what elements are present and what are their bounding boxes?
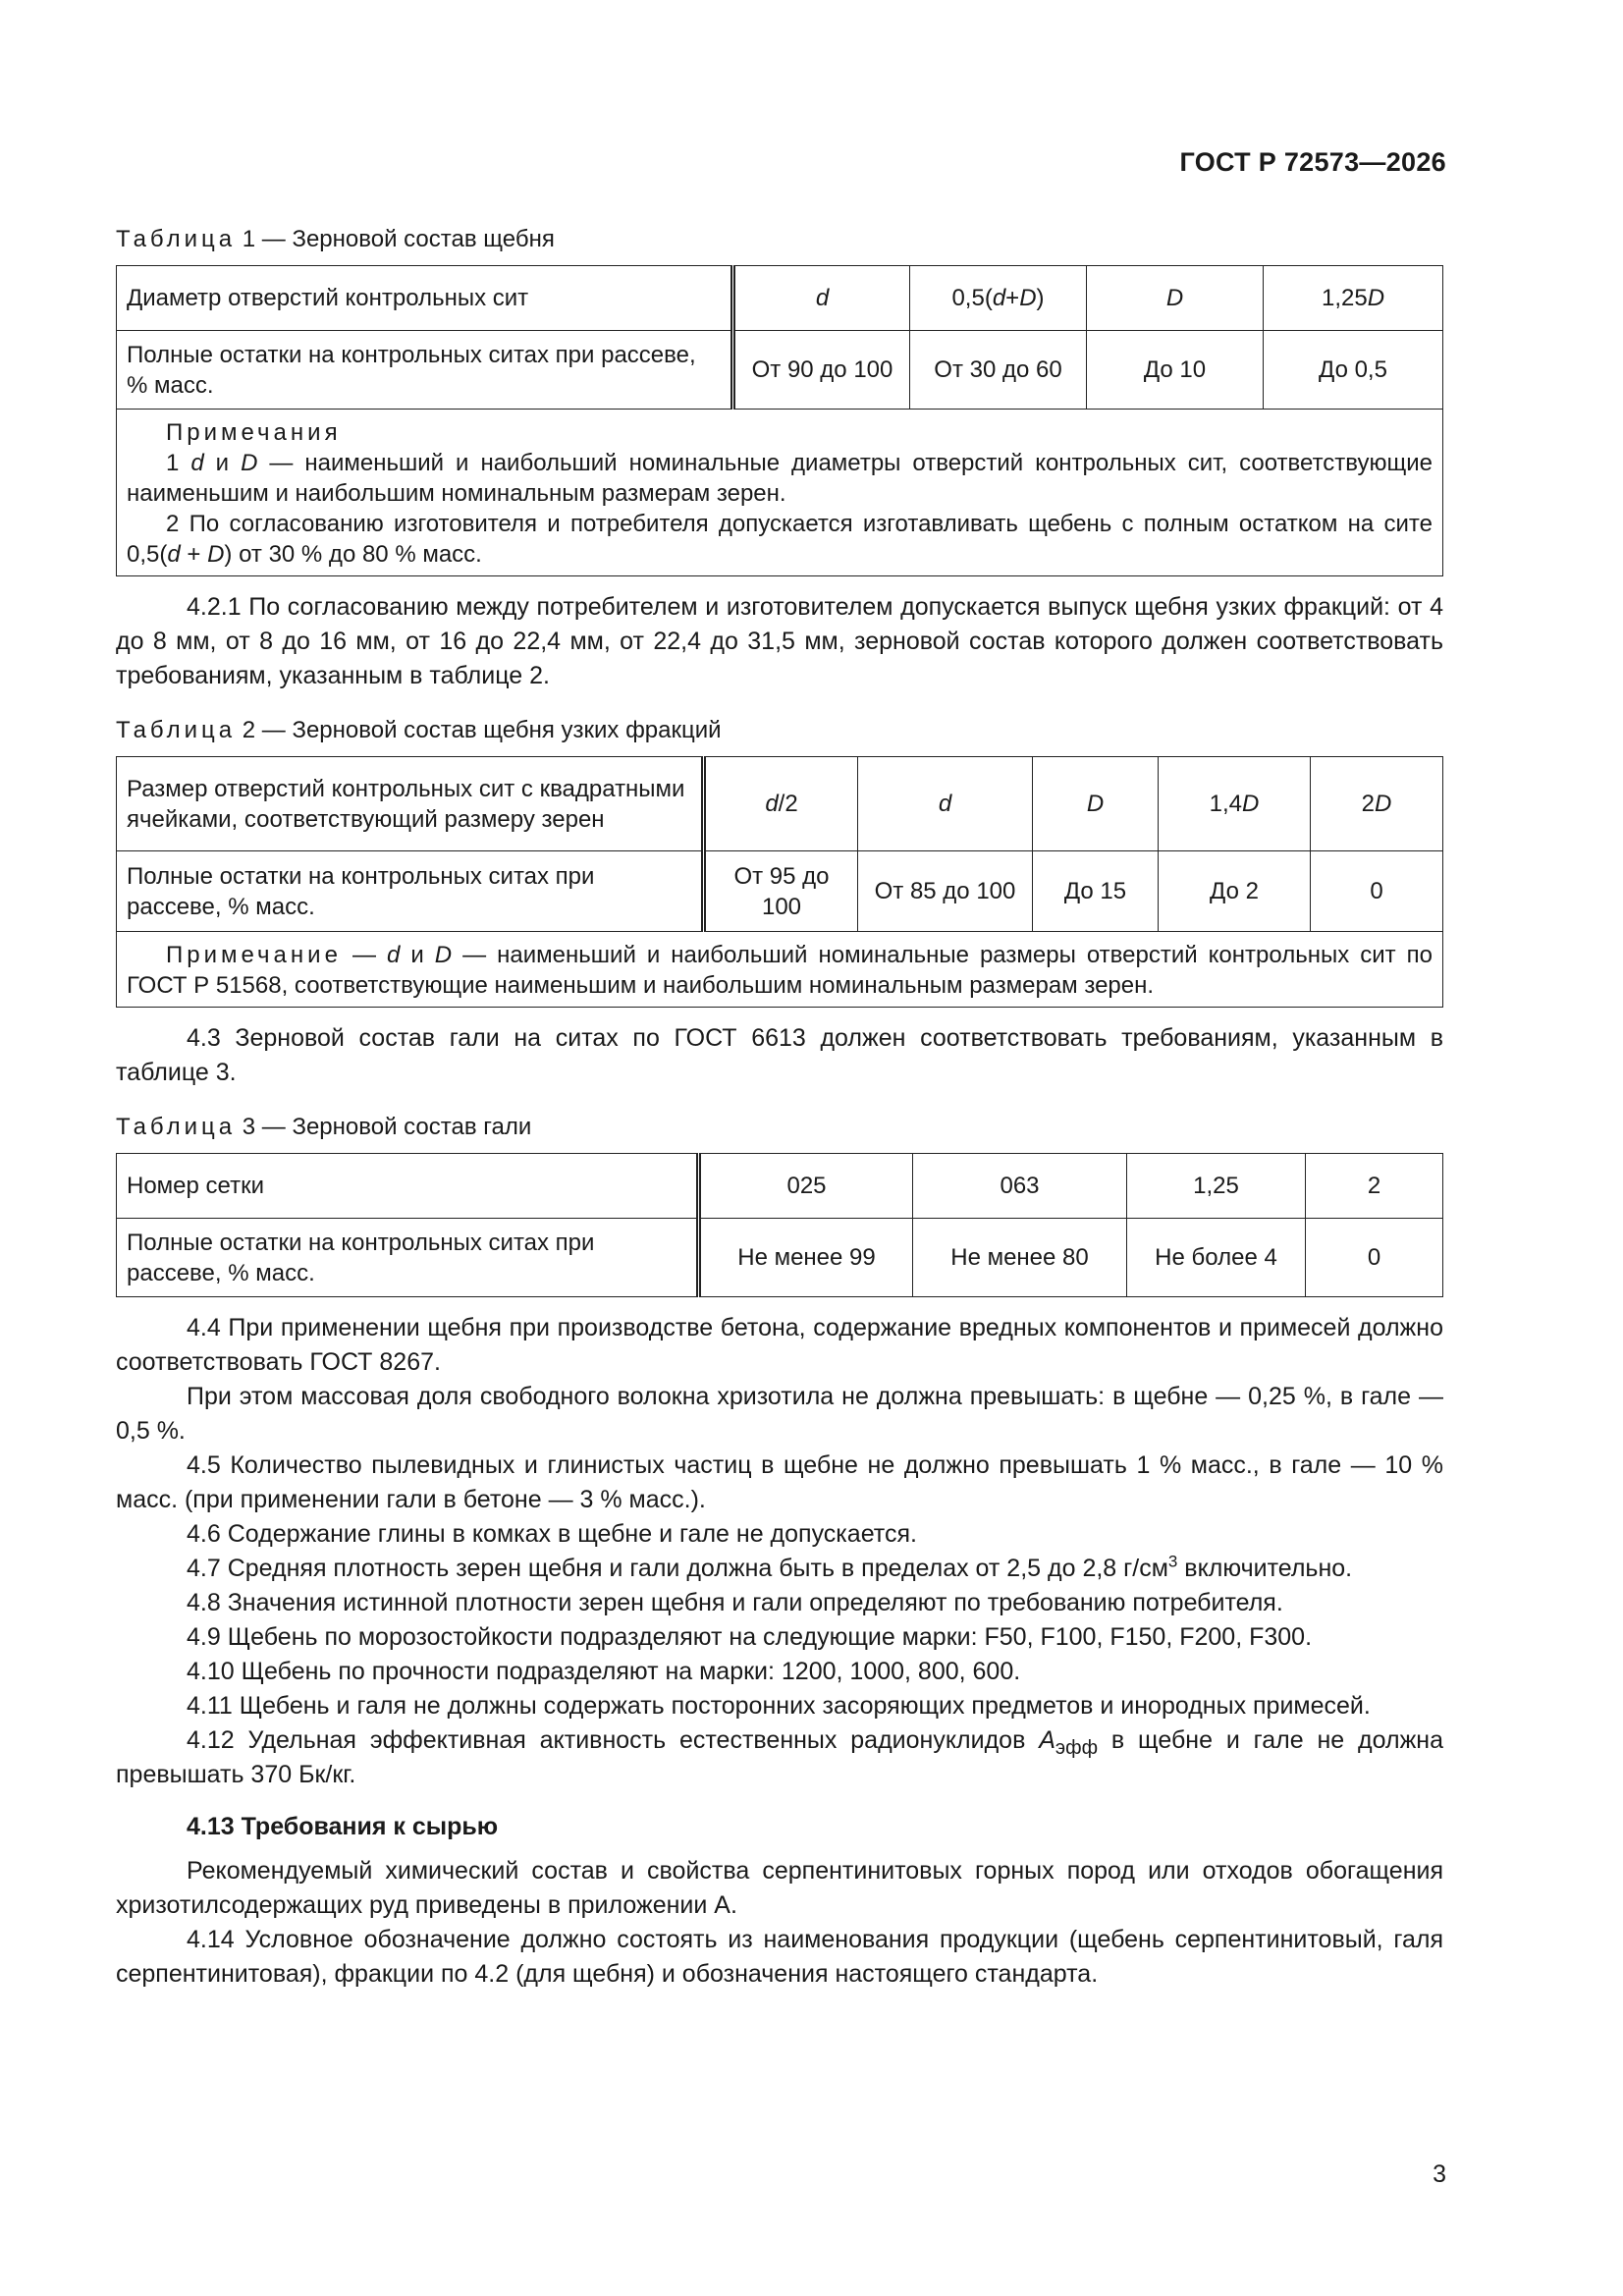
table1-note-2: 2 По согласованию изготовителя и потребителя допускается изготавливать щебень с полным остатком на сите 0,5(d + D) от 30 % до 80 % масс.	[127, 511, 1433, 568]
table3-cell: 0	[1306, 1219, 1443, 1297]
table1-caption	[116, 224, 1443, 255]
page-number: 3	[1433, 2160, 1446, 2188]
table2-header-D: D	[1033, 757, 1159, 851]
table1-header-half-dD: 0,5(d+D)	[910, 266, 1087, 331]
table3	[116, 1153, 1443, 1297]
paragraph-4-2-1: 4.2.1 По согласованию между потребителем и изготовителем допускается выпуск щебня узких фракций: от 4 до 8 мм, от 8 до 16 мм, от 16 до 22,4 мм, от 22,4 до 31,5 мм, зерновой состав которого должен соответствовать требованиям, указанным в таблице 2.	[116, 593, 1443, 689]
table2-cell: 0	[1311, 851, 1443, 932]
table1-caption-word: Таблица	[116, 226, 237, 252]
table2	[116, 756, 1443, 1008]
table2-caption-word: Таблица	[116, 717, 237, 743]
table3-cell: Не менее 99	[699, 1219, 913, 1297]
paragraph-4-3: 4.3 Зерновой состав гали на ситах по ГОСТ 6613 должен соответствовать требованиям, указанным в таблице 3.	[116, 1024, 1443, 1086]
table3-header-cell: 1,25	[1127, 1154, 1306, 1219]
table2-row-label: Полные остатки на контрольных ситах при рассеве, % масс.	[117, 851, 704, 932]
table3-cell: Не менее 80	[913, 1219, 1127, 1297]
table3-header-label: Номер сетки	[117, 1154, 699, 1219]
table1	[116, 265, 1443, 576]
paragraph-4-8: 4.8 Значения истинной плотности зерен щебня и гали определяют по требованию потребителя.	[187, 1589, 1283, 1616]
paragraph-4-13: Рекомендуемый химический состав и свойства серпентинитовых горных пород или отходов обогащения хризотилсодержащих руд приведены в приложении А.	[116, 1857, 1443, 1919]
table3-caption-word: Таблица	[116, 1114, 237, 1140]
paragraph-4-11: 4.11 Щебень и галя не должны содержать посторонних засоряющих предметов и инородных примесей.	[187, 1692, 1371, 1720]
table2-cell: До 2	[1159, 851, 1311, 932]
paragraph-4-6: 4.6 Содержание глины в комках в щебне и гале не допускается.	[187, 1520, 917, 1548]
paragraph-4-5: 4.5 Количество пылевидных и глинистых частиц в щебне не должно превышать 1 % масс., в гале — 10 % масс. (при применении гали в бетоне — 3 % масс.).	[116, 1451, 1443, 1513]
table1-notes	[117, 410, 1443, 576]
table1-cell: До 0,5	[1264, 331, 1443, 410]
paragraph-4-9: 4.9 Щебень по морозостойкости подразделяют на следующие марки: F50, F100, F150, F200, F300.	[187, 1623, 1313, 1651]
table1-row-label: Полные остатки на контрольных ситах при рассеве, % масс.	[117, 331, 733, 410]
table3-header-cell: 2	[1306, 1154, 1443, 1219]
table2-header-14D: 1,4D	[1159, 757, 1311, 851]
table3-cell: Не более 4	[1127, 1219, 1306, 1297]
table1-cell: От 90 до 100	[733, 331, 910, 410]
table2-cell: От 85 до 100	[858, 851, 1033, 932]
table2-cell: От 95 до 100	[704, 851, 858, 932]
table3-row-label: Полные остатки на контрольных ситах при рассеве, % масс.	[117, 1219, 699, 1297]
table1-header-row	[117, 266, 1443, 331]
table2-header-2D: 2D	[1311, 757, 1443, 851]
table2-note-title: Примечание	[166, 942, 342, 968]
section-heading-4-13: 4.13 Требования к сырью	[187, 1813, 499, 1840]
table2-header-d: d	[858, 757, 1033, 851]
table2-header-d2: d/2	[704, 757, 858, 851]
table1-cell: До 10	[1087, 331, 1264, 410]
table3-caption	[116, 1112, 1443, 1143]
table3-header-row	[117, 1154, 1443, 1219]
paragraph-4-14: 4.14 Условное обозначение должно состоять из наименования продукции (щебень серпентинитовый, галя серпентинитовая), фракции по 4.2 (для щебня) и обозначения настоящего стандарта.	[116, 1926, 1443, 1988]
paragraph-4-7: 4.7 Средняя плотность зерен щебня и гали должна быть в пределах от 2,5 до 2,8 $г/см^3$ включительно.	[187, 1552, 1353, 1582]
table2-caption	[116, 715, 1443, 746]
table2-header-label: Размер отверстий контрольных сит с квадратными ячейками, соответствующий размеру зерен	[117, 757, 704, 851]
table1-data-row	[117, 331, 1443, 410]
table1-header-125D: 1,25D	[1264, 266, 1443, 331]
table2-caption-title: 2 — Зерновой состав щебня узких фракций	[242, 717, 722, 743]
table3-caption-title: 3 — Зерновой состав гали	[242, 1114, 532, 1140]
paragraph-4-4: 4.4 При применении щебня при производстве бетона, содержание вредных компонентов и примесей должно соответствовать ГОСТ 8267.	[116, 1314, 1443, 1376]
table3-header-cell: 063	[913, 1154, 1127, 1219]
table1-header-label: Диаметр отверстий контрольных сит	[117, 266, 733, 331]
table2-cell: До 15	[1033, 851, 1159, 932]
table1-notes-row	[117, 410, 1443, 576]
table2-note-row	[117, 932, 1443, 1008]
table3-header-cell: 025	[699, 1154, 913, 1219]
table2-header-row	[117, 757, 1443, 851]
table2-note: Примечание — d и D — наименьший и наибольший номинальные размеры отверстий контрольных сит по ГОСТ Р 51568, соответствующие наименьшим и наибольшим номинальным размерам зерен.	[117, 932, 1443, 1008]
table1-cell: От 30 до 60	[910, 331, 1087, 410]
document-code: ГОСТ Р 72573—2026	[1179, 147, 1446, 177]
table1-header-d: d	[733, 266, 910, 331]
table1-notes-title: Примечания	[166, 419, 342, 446]
page-content	[116, 224, 1443, 1992]
table3-data-row	[117, 1219, 1443, 1297]
table1-header-D: D	[1087, 266, 1264, 331]
paragraph-4-4-continued: При этом массовая доля свободного волокна хризотила не должна превышать: в щебне — 0,25 %, в гале — 0,5 %.	[116, 1383, 1443, 1445]
paragraph-4-10: 4.10 Щебень по прочности подразделяют на марки: 1200, 1000, 800, 600.	[187, 1658, 1021, 1685]
table1-note-1: 1 d и D — наименьший и наибольший номинальные диаметры отверстий контрольных сит, соответствующие наименьшим и наибольшим номинальным размерам зерен.	[127, 450, 1434, 507]
paragraph-4-12: 4.12 Удельная эффективная активность естественных радионуклидов $A_{эфф}$ в щебне и гале не должна превышать 370 Бк/кг.	[116, 1726, 1443, 1788]
table1-caption-title: 1 — Зерновой состав щебня	[242, 226, 555, 252]
table2-data-row	[117, 851, 1443, 932]
